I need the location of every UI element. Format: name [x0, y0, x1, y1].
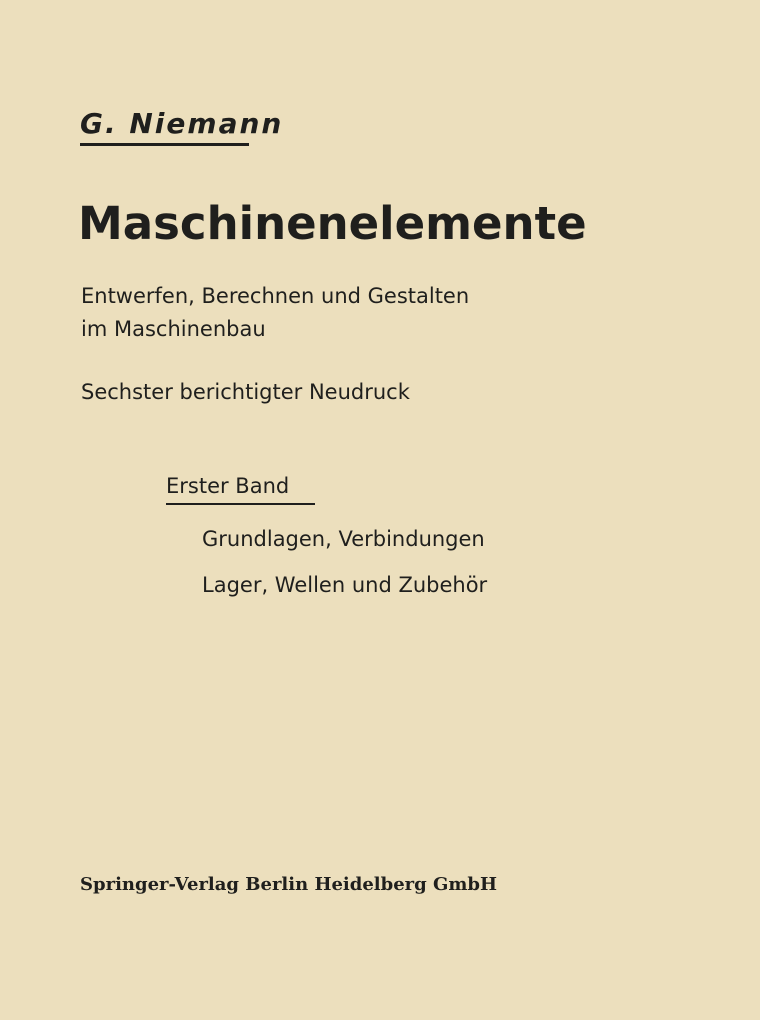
contents-line: Lager, Wellen und Zubehör [202, 573, 488, 597]
subtitle-line: im Maschinenbau [81, 317, 266, 341]
edition-note: Sechster berichtigter Neudruck [81, 380, 410, 404]
volume-title: Erster Band [166, 474, 290, 498]
volume-underline [166, 503, 315, 505]
author-underline [80, 143, 249, 146]
subtitle-line: Entwerfen, Berechnen und Gestalten [81, 284, 470, 308]
author-name: G. Niemann [80, 107, 284, 140]
book-subtitle [81, 280, 469, 346]
publisher-name: Springer-Verlag Berlin Heidelberg GmbH [80, 874, 498, 895]
volume-contents [202, 516, 487, 608]
contents-line: Grundlagen, Verbindungen [202, 527, 485, 551]
book-title: Maschinenelemente [78, 197, 587, 250]
